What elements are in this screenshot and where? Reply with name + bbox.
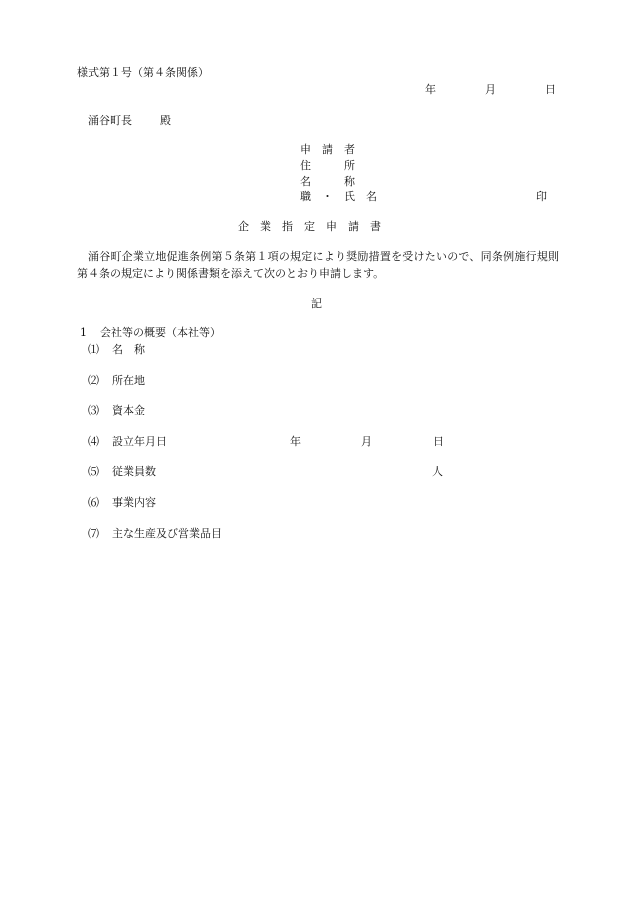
item4-year-label: 年 [290, 435, 301, 448]
addressee-name: 涌谷町長 [88, 114, 132, 127]
document-title: 企 業 指 定 申 請 書 [238, 220, 381, 233]
item1-number: ⑴ [88, 343, 99, 356]
applicant-name-label: 名 称 [300, 175, 355, 188]
addressee-honorific: 殿 [160, 114, 171, 127]
applicant-title-name-label: 職 ・ 氏 名 [300, 190, 377, 203]
item2-label: 所在地 [112, 374, 145, 387]
date-year-label: 年 [425, 83, 436, 96]
form-number: 様式第１号（第４条関係） [77, 66, 209, 79]
item4-number: ⑷ [88, 435, 99, 448]
item3-label: 資本金 [112, 404, 145, 417]
date-month-label: 月 [485, 83, 496, 96]
item4-month-label: 月 [361, 435, 372, 448]
applicant-address-label: 住 所 [300, 159, 355, 172]
item5-unit: 人 [432, 465, 443, 478]
section1-number: 1 [80, 326, 87, 339]
item5-number: ⑸ [88, 465, 99, 478]
item4-label: 設立年月日 [112, 435, 167, 448]
section1-title: 会社等の概要（本社等） [100, 326, 221, 339]
item6-label: 事業内容 [112, 496, 156, 509]
item4-day-label: 日 [433, 435, 444, 448]
body-paragraph: 涌谷町企業立地促進条例第５条第１項の規定により奨励措置を受けたいので、同条例施行規則第４条の規定により関係書類を添えて次のとおり申請します。 [77, 250, 559, 280]
item3-number: ⑶ [88, 404, 99, 417]
item7-label: 主な生産及び営業品目 [112, 527, 222, 540]
item7-number: ⑺ [88, 527, 99, 540]
applicant-label: 申 請 者 [300, 143, 355, 156]
ki-heading: 記 [311, 297, 322, 310]
item6-number: ⑹ [88, 496, 99, 509]
seal-mark: 印 [536, 190, 547, 203]
date-day-label: 日 [545, 83, 556, 96]
item1-label: 名 称 [112, 343, 145, 356]
item5-label: 従業員数 [112, 465, 156, 478]
item2-number: ⑵ [88, 374, 99, 387]
